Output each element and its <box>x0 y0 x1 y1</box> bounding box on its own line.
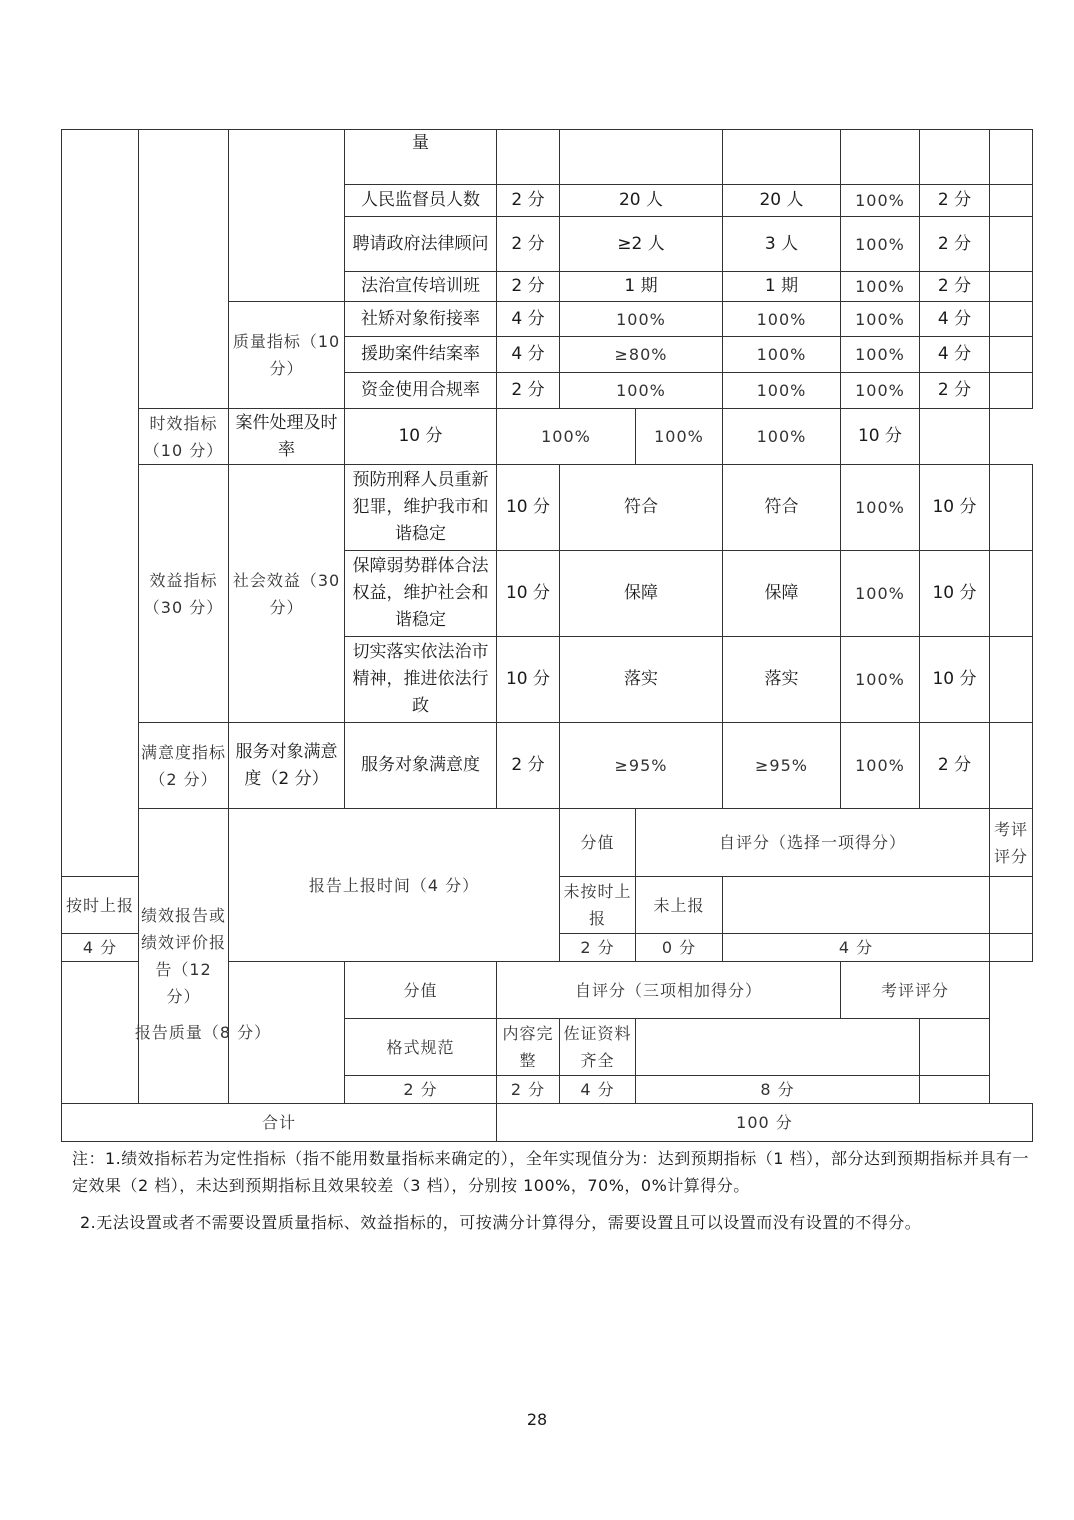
target-cell: 20 人 <box>560 185 723 217</box>
score-cell: 4 分 <box>920 302 990 337</box>
actual-cell: 落实 <box>723 637 841 723</box>
value-content: 2 分 <box>497 1076 560 1104</box>
score-cell: 10 分 <box>841 409 920 465</box>
weight-cell: 4 分 <box>497 302 560 337</box>
value-evidence: 4 分 <box>560 1076 636 1104</box>
target-cell: ≥95% <box>560 723 723 809</box>
indicator-name: 援助案件结案率 <box>345 337 497 373</box>
score-cell: 2 分 <box>920 723 990 809</box>
indicator-name: 切实落实依法治市精神，推进依法行政 <box>345 637 497 723</box>
weight-cell: 10 分 <box>497 637 560 723</box>
benefit-indicator-label: 效益指标（30 分） <box>139 465 229 723</box>
indicator-name: 法治宣传培训班 <box>345 272 497 302</box>
indicator-name: 预防刑释人员重新犯罪，维护我市和谐稳定 <box>345 465 497 551</box>
actual-cell: 100% <box>723 337 841 373</box>
weight-cell: 2 分 <box>497 723 560 809</box>
score-cell: 2 分 <box>920 373 990 409</box>
total-value: 100 分 <box>497 1104 1033 1142</box>
page-number: 28 <box>526 1410 548 1429</box>
actual-cell: 1 期 <box>723 272 841 302</box>
score-cell: 2 分 <box>920 185 990 217</box>
actual-cell: 100% <box>636 409 723 465</box>
target-cell: 保障 <box>560 551 723 637</box>
note-2: 2.无法设置或者不需要设置质量指标、效益指标的，可按满分计算得分，需要设置且可以设置而没有设置的不得分。 <box>80 1213 922 1232</box>
col1-continuation <box>62 130 139 877</box>
option-format: 格式规范 <box>345 1019 497 1076</box>
completion-cell: 100% <box>841 465 920 551</box>
weight-cell: 4 分 <box>497 337 560 373</box>
target-cell: ≥80% <box>560 337 723 373</box>
score-cell: 4 分 <box>920 337 990 373</box>
total-label: 合计 <box>62 1104 497 1142</box>
weight-cell: 2 分 <box>497 272 560 302</box>
report-section-label: 绩效报告或绩效评价报告（12 分） <box>139 809 229 1104</box>
actual-cell: 100% <box>723 373 841 409</box>
review-score-header: 考评评分 <box>841 962 990 1019</box>
actual-cell: ≥95% <box>723 723 841 809</box>
indicator-name: 服务对象满意度 <box>345 723 497 809</box>
target-cell: ≥2 人 <box>560 217 723 272</box>
weight-cell: 10 分 <box>345 409 497 465</box>
indicator-name: 案件处理及时率 <box>229 409 345 465</box>
completion-cell: 100% <box>723 409 841 465</box>
indicator-name: 社矫对象衔接率 <box>345 302 497 337</box>
weight-cell: 2 分 <box>497 217 560 272</box>
weight-cell: 2 分 <box>497 373 560 409</box>
target-cell: 符合 <box>560 465 723 551</box>
quality-total: 8 分 <box>636 1076 920 1104</box>
score-header: 分值 <box>560 809 636 877</box>
completion-cell: 100% <box>841 337 920 373</box>
review-score-header: 考评评分 <box>990 809 1033 877</box>
actual-cell: 20 人 <box>723 185 841 217</box>
value-format: 2 分 <box>345 1076 497 1104</box>
option-none: 未上报 <box>636 877 723 934</box>
evaluation-table <box>61 129 1033 1142</box>
actual-cell: 符合 <box>723 465 841 551</box>
value-late: 2 分 <box>560 934 636 962</box>
completion-cell: 100% <box>841 551 920 637</box>
target-cell: 1 期 <box>560 272 723 302</box>
weight-cell: 10 分 <box>497 465 560 551</box>
indicator-name: 保障弱势群体合法权益，维护社会和谐稳定 <box>345 551 497 637</box>
indicator-name: 资金使用合规率 <box>345 373 497 409</box>
indicator-name: 聘请政府法律顾问 <box>345 217 497 272</box>
option-evidence: 佐证资料齐全 <box>560 1019 636 1076</box>
option-content: 内容完整 <box>497 1019 560 1076</box>
self-eval-header: 自评分（三项相加得分） <box>497 962 841 1019</box>
col3-continuation <box>229 130 345 302</box>
target-cell: 100% <box>560 373 723 409</box>
completion-cell: 100% <box>841 637 920 723</box>
score-cell: 2 分 <box>920 217 990 272</box>
self-eval-header: 自评分（选择一项得分） <box>636 809 990 877</box>
score-cell: 10 分 <box>920 465 990 551</box>
score-cell: 10 分 <box>920 551 990 637</box>
indicator-name: 量 <box>345 130 497 185</box>
completion-cell: 100% <box>841 217 920 272</box>
social-benefit-label: 社会效益（30 分） <box>229 465 345 723</box>
time-total: 4 分 <box>723 934 990 962</box>
satisfaction-indicator-label: 满意度指标（2 分） <box>139 723 229 809</box>
completion-cell: 100% <box>841 723 920 809</box>
quality-indicator-label: 质量指标（10 分） <box>229 302 345 409</box>
note-1: 注：1.绩效指标若为定性指标（指不能用数量指标来确定的），全年实现值分为：达到预期指标（1 档），部分达到预期指标并具有一定效果（2 档），未达到预期指标且效果较差（3 档），分别按 100%，70%，0%计算得分。 <box>72 1149 1030 1195</box>
score-cell: 2 分 <box>920 272 990 302</box>
target-cell: 100% <box>497 409 636 465</box>
satisfaction-sub-label: 服务对象满意度（2 分） <box>229 723 345 809</box>
score-cell: 10 分 <box>920 637 990 723</box>
weight-cell: 2 分 <box>497 185 560 217</box>
actual-cell: 保障 <box>723 551 841 637</box>
target-cell: 100% <box>560 302 723 337</box>
col2-continuation <box>139 130 229 409</box>
completion-cell: 100% <box>841 272 920 302</box>
actual-cell: 3 人 <box>723 217 841 272</box>
indicator-name: 人民监督员人数 <box>345 185 497 217</box>
weight-cell: 10 分 <box>497 551 560 637</box>
report-quality-label: 报告质量（8 分） <box>62 962 345 1104</box>
value-ontime: 4 分 <box>62 934 139 962</box>
value-none: 0 分 <box>636 934 723 962</box>
report-time-label: 报告上报时间（4 分） <box>229 809 560 962</box>
completion-cell: 100% <box>841 373 920 409</box>
score-header: 分值 <box>345 962 497 1019</box>
completion-cell: 100% <box>841 302 920 337</box>
option-ontime: 按时上报 <box>62 877 139 934</box>
option-late: 未按时上报 <box>560 877 636 934</box>
actual-cell: 100% <box>723 302 841 337</box>
timeliness-indicator-label: 时效指标（10 分） <box>139 409 229 465</box>
completion-cell: 100% <box>841 185 920 217</box>
target-cell: 落实 <box>560 637 723 723</box>
